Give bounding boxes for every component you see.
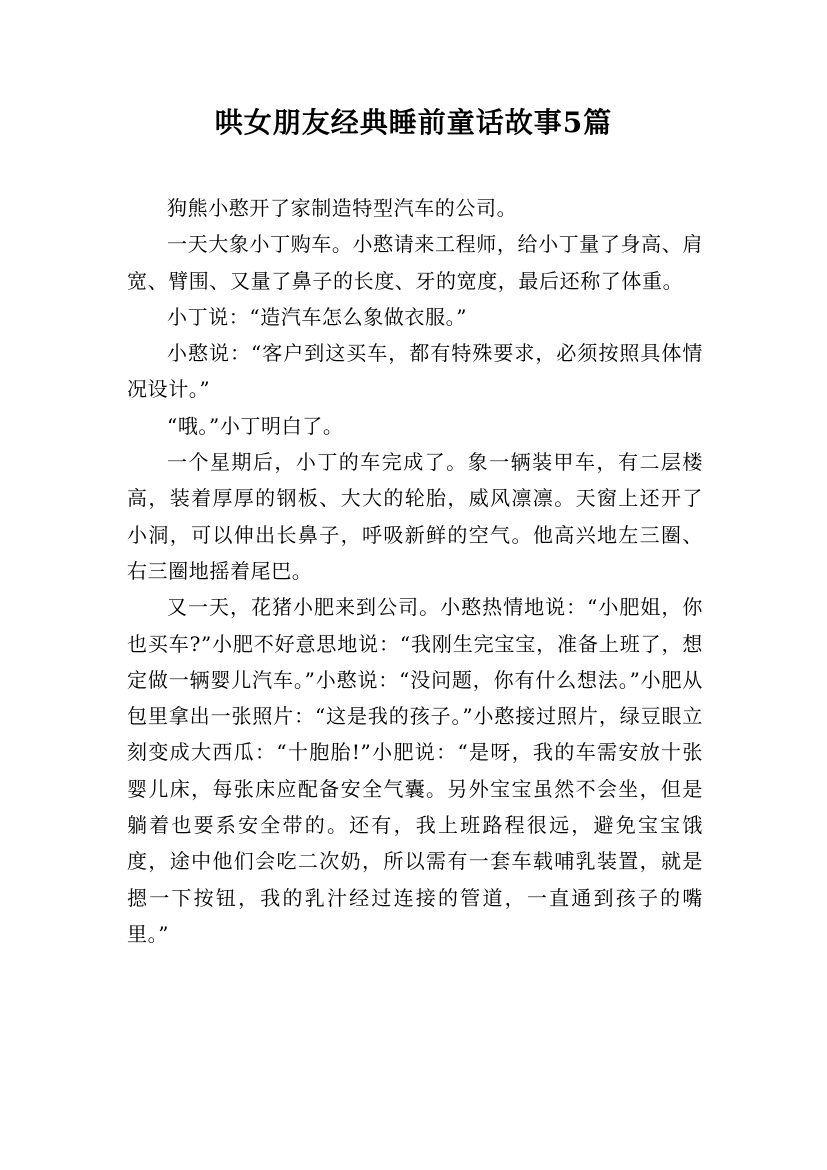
document-title: 哄女朋友经典睡前童话故事5篇 xyxy=(214,106,613,139)
paragraph: 一天大象小丁购车。小憨请来工程师，给小丁量了身高、肩宽、臂围、又量了鼻子的长度、牙的宽度，最后还称了体重。 xyxy=(127,232,703,293)
paragraph: 小憨说：“客户到这买车，都有特殊要求，必须按照具体情况设计。” xyxy=(127,341,703,402)
paragraph: 小丁说：“造汽车怎么象做衣服。” xyxy=(167,304,468,329)
paragraph: 狗熊小憨开了家制造特型汽车的公司。 xyxy=(167,196,518,220)
paragraph: “哦。”小丁明白了。 xyxy=(167,413,344,438)
paragraph: 又一天，花猪小肥来到公司。小憨热情地说：“小肥姐，你也买车?”小肥不好意思地说：“我刚生完宝宝，准备上班了，想定做一辆婴儿汽车。”小憨说：“没问题，你有什么想法。”小肥从包里拿出一张照片：“这是我的孩子。”小憨接过照片，绿豆眼立刻变成大西瓜：“十胞胎!”小肥说：“是呀，我的车需安放十张婴儿床，每张床应配备安全气囊。另外宝宝虽然不会坐，但是躺着也要系安全带的。还有，我上班路程很远，避免宝宝饿度，途中他们会吃二次奶，所以需有一套车载哺乳装置，就是摁一下按钮，我的乳汁经过连接的管道，一直通到孩子的嘴里。” xyxy=(127,595,703,946)
document-body xyxy=(127,190,703,952)
paragraph: 一个星期后，小丁的车完成了。象一辆装甲车，有二层楼高，装着厚厚的钢板、大大的轮胎，威风凛凛。天窗上还开了小洞，可以伸出长鼻子，呼吸新鲜的空气。他高兴地左三圈、右三圈地摇着尾巴。 xyxy=(127,450,703,583)
